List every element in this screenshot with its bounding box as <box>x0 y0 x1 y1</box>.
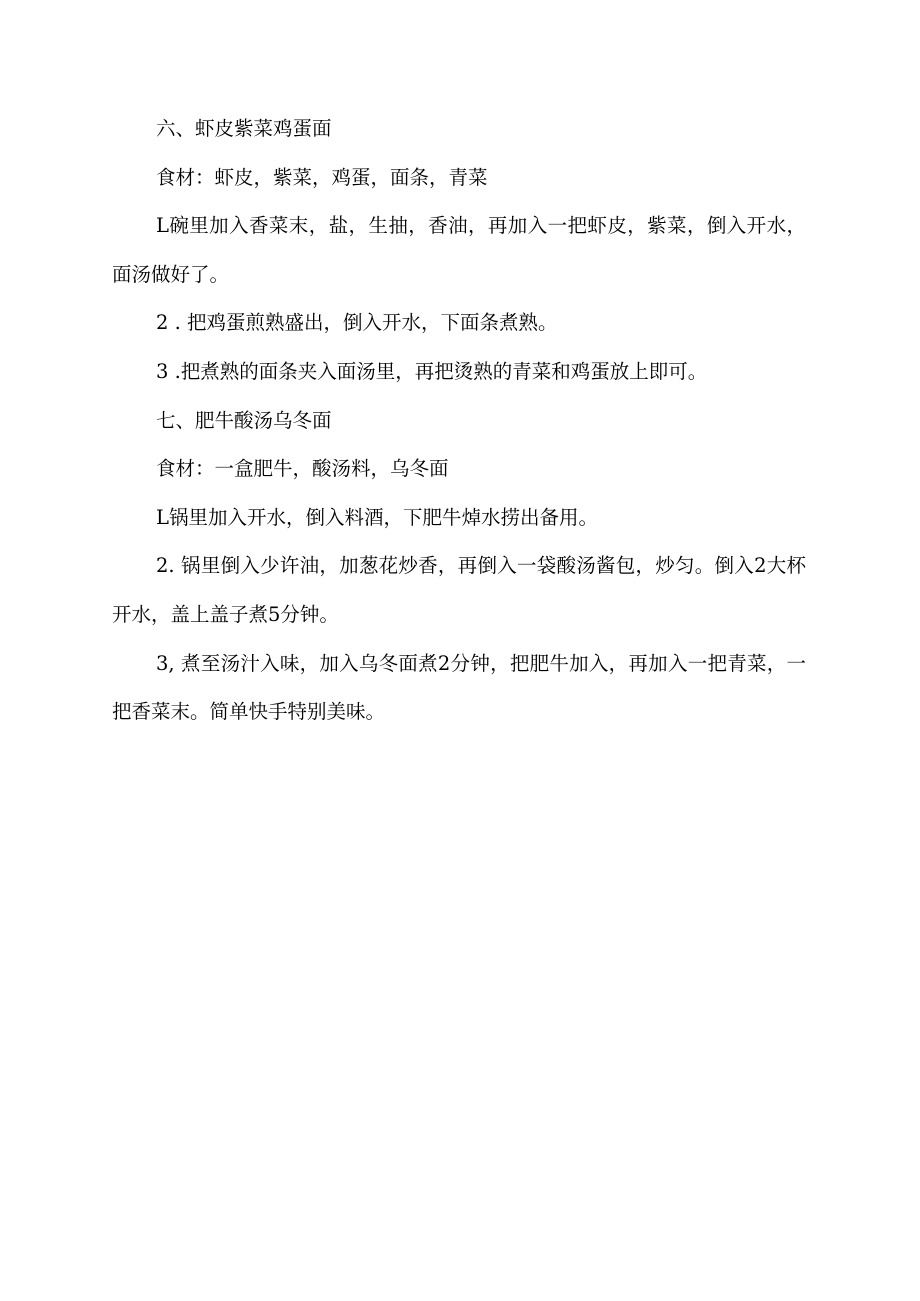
step-2-beef-sour-soup-udon: 2. 锅里倒入少许油，加葱花炒香，再倒入一袋酸汤酱包，炒匀。倒入2大杯开水，盖上盖子煮5分钟。 <box>112 554 806 626</box>
step-2-shrimp-seaweed-egg-noodles: 2 . 把鸡蛋煎熟盛出，倒入开水，下面条煮熟。 <box>156 311 558 335</box>
ingredients-shrimp-seaweed-egg-noodles: 食材：虾皮，紫菜，鸡蛋，面条，青菜 <box>156 165 488 189</box>
step-1-beef-sour-soup-udon: L锅里加入开水，倒入料酒，下肥牛焯水捞出备用。 <box>156 505 598 529</box>
step-3-beef-sour-soup-udon: 3, 煮至汤汁入味，加入乌冬面煮2分钟，把肥牛加入，再加入一把青菜，一把香菜末。简单快手特别美味。 <box>112 651 806 724</box>
ingredients-beef-sour-soup-udon: 食材：一盒肥牛，酸汤料，乌冬面 <box>156 457 449 481</box>
step-3-shrimp-seaweed-egg-noodles: 3 .把煮熟的面条夹入面汤里，再把烫熟的青菜和鸡蛋放上即可。 <box>156 359 708 383</box>
document-page <box>112 105 806 737</box>
section-title-beef-sour-soup-udon: 七、肥牛酸汤乌冬面 <box>156 408 332 432</box>
step-1-shrimp-seaweed-egg-noodles: L碗里加入香菜末，盐，生抽，香油，再加入一把虾皮，紫菜，倒入开水，面汤做好了。 <box>112 214 806 286</box>
section-title-shrimp-seaweed-egg-noodles: 六、虾皮紫菜鸡蛋面 <box>156 117 332 140</box>
